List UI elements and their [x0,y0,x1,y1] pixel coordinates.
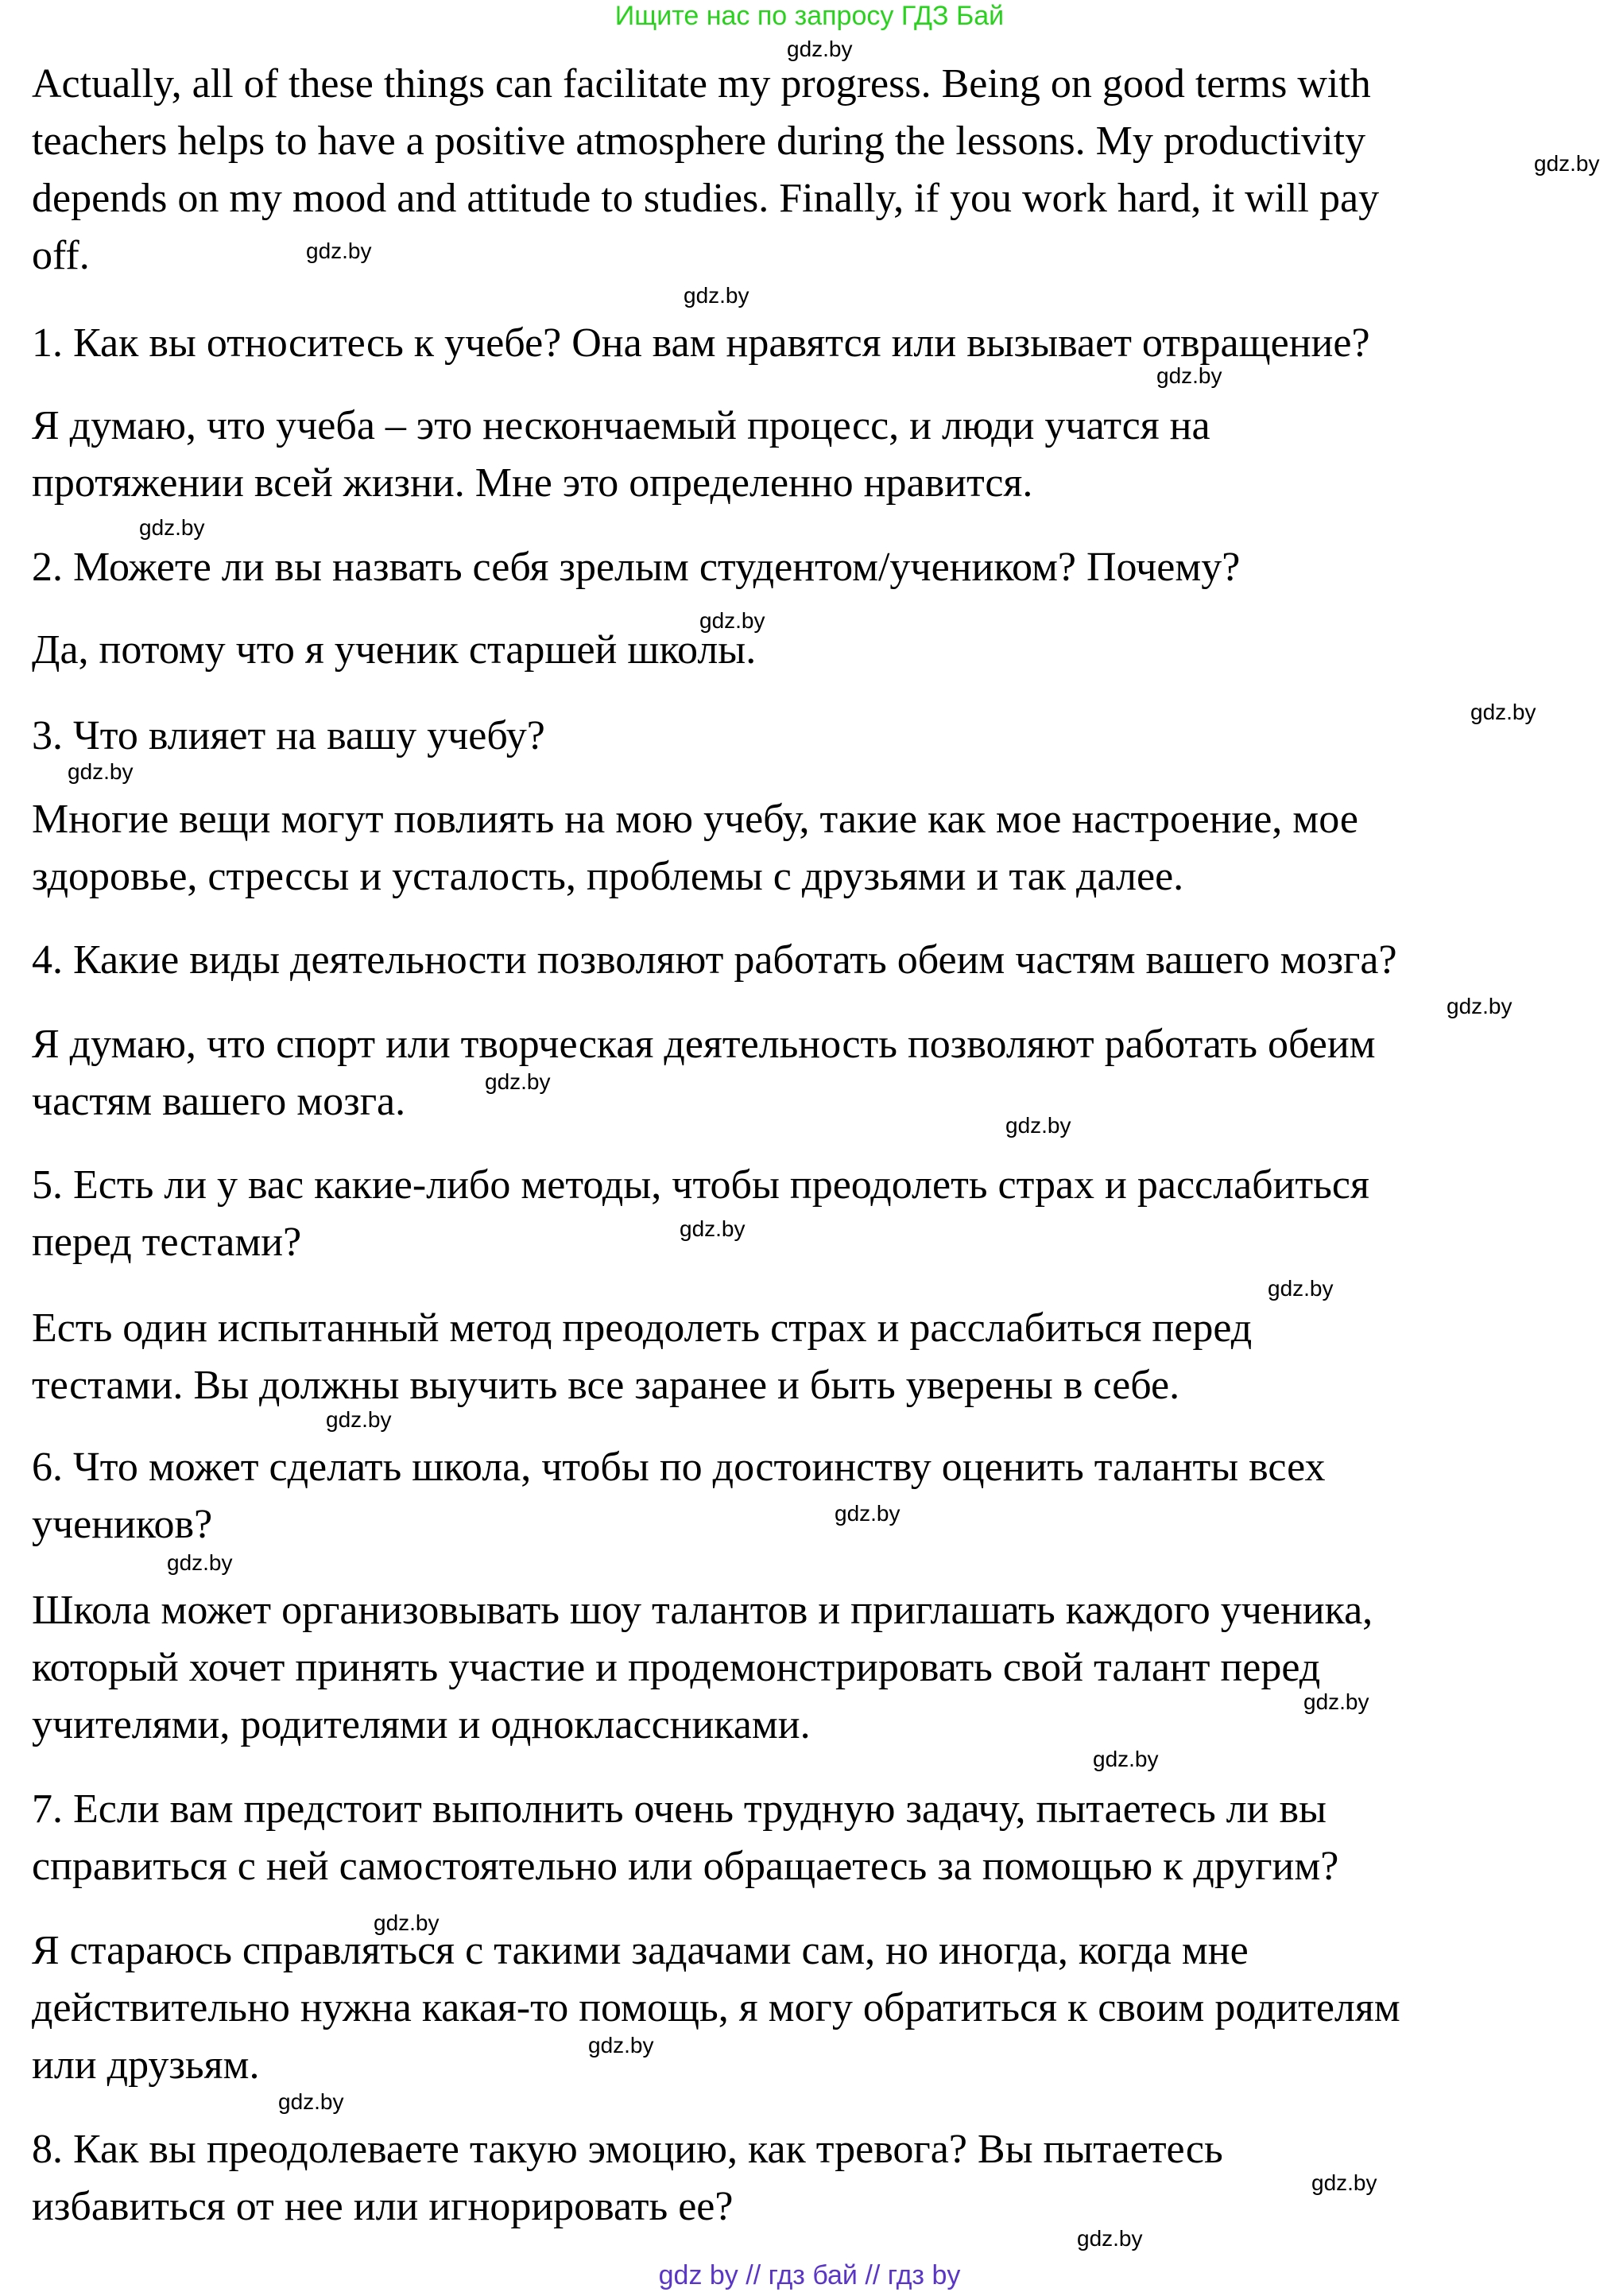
footer-banner: gdz by // гдз бай // гдз by [658,2260,961,2290]
watermark: gdz.by [485,1069,551,1094]
watermark: gdz.by [139,515,205,540]
watermark: gdz.by [68,759,134,784]
watermark: gdz.by [588,2033,654,2057]
watermark: gdz.by [680,1216,746,1241]
watermark: gdz.by [1311,2170,1377,2195]
question-2: 2. Можете ли вы назвать себя зрелым студентом/учеником? Почему? [32,545,1241,590]
watermark: gdz.by [1534,151,1600,176]
question-5: 5. Есть ли у вас какие-либо методы, чтобы преодолеть страх и расслабиться перед тестами? [32,1162,1369,1265]
question-1: 1. Как вы относитесь к учебе? Она вам нравятся или вызывает отвращение? [32,320,1370,366]
watermark: gdz.by [787,37,853,61]
watermark: gdz.by [1156,363,1222,388]
question-7: 7. Если вам предстоит выполнить очень трудную задачу, пытаетесь ли вы справиться с ней самостоятельно или обращаетесь за помощью к другим? [32,1786,1339,1889]
watermark: gdz.by [835,1501,901,1526]
question-6: 6. Что может сделать школа, чтобы по достоинству оценить таланты всех учеников? [32,1445,1326,1547]
watermark: gdz.by [1447,994,1512,1018]
answer-paragraph: Actually, all of these things can facilitate my progress. Being on good terms with teachers helps to have a positive atmosphere during the lessons. My productivity depends on my mood and attitude to studies. Finally, if you work hard, it will pay off. [32,61,1380,278]
watermark: gdz.by [1268,1276,1334,1301]
question-3: 3. Что влияет на вашу учебу? [32,713,545,758]
question-8: 8. Как вы преодолеваете такую эмоцию, как тревога? Вы пытаетесь избавиться от нее или игнорировать ее? [32,2127,1223,2229]
answer-1: Я думаю, что учеба – это нескончаемый процесс, и люди учатся на протяжении всей жизни. Мне это определенно нравится. [32,403,1210,506]
answer-6: Школа может организовывать шоу талантов и приглашать каждого ученика, который хочет принять участие и продемонстрировать свой талант перед учителями, родителями и одноклассниками. [32,1588,1373,1747]
answer-7: Я стараюсь справляться с такими задачами сам, но иногда, когда мне действительно нужна какая-то помощь, я могу обратиться к своим родителям или друзьям. [32,1928,1400,2088]
watermark: gdz.by [684,283,749,308]
watermark: gdz.by [167,1550,233,1575]
watermark: gdz.by [1005,1113,1071,1138]
answer-3: Многие вещи могут повлиять на мою учебу, такие как мое настроение, мое здоровье, стрессы и усталость, проблемы с друзьями и так далее. [32,797,1358,899]
watermark: gdz.by [306,239,372,263]
watermark: gdz.by [699,608,765,633]
answer-2: Да, потому что я ученик старшей школы. [32,627,757,673]
watermark: gdz.by [1093,1747,1159,1771]
answer-4: Я думаю, что спорт или творческая деятельность позволяют работать обеим частям вашего мозга. [32,1022,1376,1124]
watermark: gdz.by [1077,2226,1143,2251]
watermark: gdz.by [374,1910,440,1935]
question-4: 4. Какие виды деятельности позволяют работать обеим частям вашего мозга? [32,937,1397,983]
answer-5: Есть один испытанный метод преодолеть страх и расслабиться перед тестами. Вы должны выучить все заранее и быть уверены в себе. [32,1305,1253,1408]
header-banner: Ищите нас по запросу ГДЗ Бай [614,1,1005,31]
watermark: gdz.by [1470,700,1536,724]
watermark: gdz.by [1303,1689,1369,1714]
watermark: gdz.by [278,2089,344,2114]
watermark: gdz.by [326,1407,392,1432]
